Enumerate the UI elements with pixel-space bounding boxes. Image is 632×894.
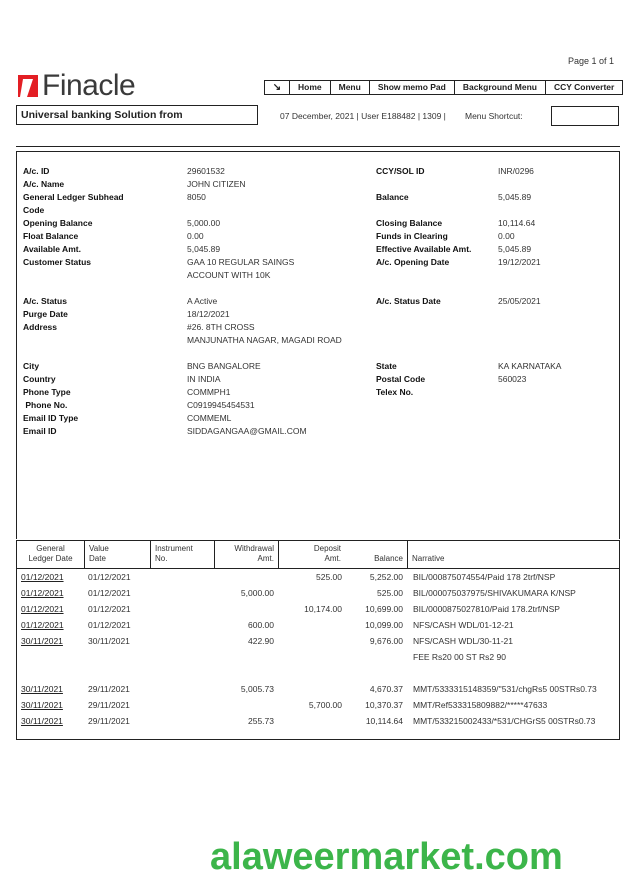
cell-deposit-amt: 5,700.00 — [308, 700, 342, 710]
cell-narrative: BIL/000875074554/Paid 178 2trf/NSP — [413, 572, 556, 582]
label-ac-name: A/c. Name — [23, 179, 65, 189]
label-opening-balance: Opening Balance — [23, 218, 93, 228]
cell-withdrawal-amt: 422.90 — [248, 636, 274, 646]
cell-withdrawal-amt: 5,005.73 — [240, 684, 274, 694]
top-navbar — [264, 80, 623, 95]
brand-tagline: Universal banking Solution from — [16, 105, 258, 125]
cell-value-date: 01/12/2021 — [88, 604, 131, 614]
cell-narrative: BIL/0000875027810/Paid 178.2trf/NSP — [413, 604, 560, 614]
value-phone-type: COMMPH1 — [187, 387, 231, 397]
label-purge-date: Purge Date — [23, 309, 68, 319]
cell-narrative: MMT/Ref533315809882/*****47633 — [413, 700, 548, 710]
menu-shortcut-input[interactable] — [551, 106, 619, 126]
cell-narrative: MMT/533215002433/*531/CHGrS5 00STRs0.73 — [413, 716, 596, 726]
col-header-narrative-line1 — [412, 544, 615, 554]
cell-balance: 10,370.37 — [365, 700, 403, 710]
header-divider — [16, 146, 620, 147]
cell-narrative: NFS/CASH WDL/30-11-21 — [413, 636, 513, 646]
value-state: KA KARNATAKA — [498, 361, 562, 371]
label-ac-status: A/c. Status — [23, 296, 67, 306]
menu-shortcut-label: Menu Shortcut: — [465, 111, 523, 121]
cell-value-date: 01/12/2021 — [88, 572, 131, 582]
cell-balance: 4,670.37 — [369, 684, 403, 694]
cell-balance: 525.00 — [377, 588, 403, 598]
value-email-id: SIDDAGANGAA@GMAIL.COM — [187, 426, 307, 436]
value-purge-date: 18/12/2021 — [187, 309, 230, 319]
cell-value-date: 30/11/2021 — [88, 636, 130, 646]
value-email-id-type: COMMEML — [187, 413, 232, 423]
value-ac-status: A Active — [187, 296, 218, 306]
label-gl-subhead-code: Code — [23, 205, 45, 215]
header-row-divider — [17, 568, 619, 569]
col-header-balance-line2: Balance — [374, 554, 403, 563]
label-ac-opening-date: A/c. Opening Date — [376, 257, 450, 267]
cell-gl-date[interactable]: 30/11/2021 — [21, 636, 63, 646]
value-ccy-sol-id: INR/0296 — [498, 166, 534, 176]
col-header-gl-date-line2: Ledger Date — [28, 554, 73, 563]
label-phone-type: Phone Type — [23, 387, 71, 397]
cell-withdrawal-amt: 255.73 — [248, 716, 274, 726]
label-phone-no: Phone No. — [23, 400, 68, 410]
nav-show-memo-pad-button[interactable]: Show memo Pad — [369, 81, 454, 94]
col-header-instrument-line2: No. — [155, 554, 168, 563]
cell-balance: 9,676.00 — [369, 636, 403, 646]
arrow-down-right-icon[interactable]: ↘ — [272, 82, 282, 93]
cell-deposit-amt: 525.00 — [316, 572, 342, 582]
value-customer-status: GAA 10 REGULAR SAINGS — [187, 257, 295, 267]
label-ccy-sol-id: CCY/SOL ID — [376, 166, 425, 176]
label-email-id-type: Email ID Type — [23, 413, 79, 423]
value-postal-code: 560023 — [498, 374, 527, 384]
nav-menu-button[interactable]: Menu — [330, 81, 369, 94]
cell-withdrawal-amt: 600.00 — [248, 620, 274, 630]
label-country: Country — [23, 374, 56, 384]
cell-gl-date[interactable]: 01/12/2021 — [21, 588, 64, 598]
cell-narrative-line2: FEE Rs20 00 ST Rs2 90 — [413, 652, 506, 662]
finacle-logo-icon — [18, 75, 38, 97]
value-address-line2: MANJUNATHA NAGAR, MAGADI ROAD — [187, 335, 342, 345]
watermark-text: alaweermarket.com — [210, 836, 563, 878]
label-postal-code: Postal Code — [376, 374, 426, 384]
col-header-deposit-amt — [278, 541, 345, 568]
col-header-value-date-line2: Date — [89, 554, 106, 563]
nav-home-button[interactable]: Home — [289, 81, 330, 94]
label-closing-balance: Closing Balance — [376, 218, 443, 228]
value-city: BNG BANGALORE — [187, 361, 261, 371]
label-funds-in-clearing: Funds in Clearing — [376, 231, 448, 241]
value-opening-balance: 5,000.00 — [187, 218, 221, 228]
col-header-instrument-line1: Instrument — [155, 544, 193, 553]
value-ac-opening-date: 19/12/2021 — [498, 257, 541, 267]
cell-narrative: NFS/CASH WDL/01-12-21 — [413, 620, 514, 630]
value-customer-status-line2: ACCOUNT WITH 10K — [187, 270, 271, 280]
label-email-id: Email ID — [23, 426, 57, 436]
cell-gl-date[interactable]: 30/11/2021 — [21, 684, 63, 694]
value-float-balance: 0.00 — [187, 231, 204, 241]
col-header-narrative — [407, 541, 619, 568]
value-closing-balance: 10,114.64 — [498, 218, 536, 228]
col-header-deposit-line1: Deposit — [313, 544, 341, 553]
col-header-withdrawal-line2: Amt. — [257, 554, 274, 563]
cell-gl-date[interactable]: 01/12/2021 — [21, 620, 64, 630]
value-effective-available-amt: 5,045.89 — [498, 244, 532, 254]
col-header-balance — [345, 541, 407, 568]
col-header-deposit-line2: Amt. — [324, 554, 341, 563]
label-effective-available-amt: Effective Available Amt. — [376, 244, 472, 254]
session-info: 07 December, 2021 | User E188482 | 1309 | — [280, 111, 446, 121]
cell-balance: 5,252.00 — [369, 572, 403, 582]
cell-gl-date[interactable]: 30/11/2021 — [21, 716, 63, 726]
cell-balance: 10,114.64 — [365, 716, 403, 726]
label-float-balance: Float Balance — [23, 231, 79, 241]
transactions-table — [16, 540, 620, 740]
value-country: IN INDIA — [187, 374, 221, 384]
col-header-narrative-line2: Narrative — [412, 554, 445, 563]
col-header-value-date — [84, 541, 150, 568]
value-balance: 5,045.89 — [498, 192, 532, 202]
cell-withdrawal-amt: 5,000.00 — [240, 588, 274, 598]
label-ac-status-date: A/c. Status Date — [376, 296, 441, 306]
col-header-withdrawal-amt — [214, 541, 278, 568]
cell-value-date: 01/12/2021 — [88, 620, 131, 630]
col-header-instrument-no — [150, 541, 214, 568]
col-header-balance-line1 — [349, 544, 403, 554]
cell-balance: 10,699.00 — [365, 604, 403, 614]
col-header-withdrawal-line1: Withdrawal — [234, 544, 274, 553]
cell-balance: 10,099.00 — [365, 620, 403, 630]
account-details-panel — [16, 151, 620, 539]
value-ac-id: 29601532 — [187, 166, 225, 176]
cell-value-date: 01/12/2021 — [88, 588, 131, 598]
cell-narrative: BIL/000075037975/SHIVAKUMARA K/NSP — [413, 588, 576, 598]
value-address: #26. 8TH CROSS — [187, 322, 255, 332]
cell-gl-date[interactable]: 01/12/2021 — [21, 572, 64, 582]
value-ac-name: JOHN CITIZEN — [187, 179, 246, 189]
label-customer-status: Customer Status — [23, 257, 92, 267]
cell-gl-date[interactable]: 01/12/2021 — [21, 604, 64, 614]
value-ac-status-date: 25/05/2021 — [498, 296, 541, 306]
value-gl-subhead: 8050 — [187, 192, 206, 202]
cell-value-date: 29/11/2021 — [88, 700, 130, 710]
value-phone-no: C0919945454531 — [187, 400, 255, 410]
nav-background-menu-button[interactable]: Background Menu — [454, 81, 545, 94]
cell-gl-date[interactable]: 30/11/2021 — [21, 700, 63, 710]
cell-value-date: 29/11/2021 — [88, 684, 130, 694]
col-header-value-date-line1: Value — [89, 544, 109, 553]
brand-name: Finacle — [42, 69, 136, 102]
value-funds-in-clearing: 0.00 — [498, 231, 515, 241]
cell-narrative: MMT/5333315148359/''531/chgRs5 00STRs0.73 — [413, 684, 597, 694]
label-city: City — [23, 361, 40, 371]
label-balance: Balance — [376, 192, 409, 202]
nav-ccy-converter-button[interactable]: CCY Converter — [545, 81, 622, 94]
col-header-gl-date-line1: General — [36, 544, 65, 553]
label-address: Address — [23, 322, 58, 332]
label-telex-no: Telex No. — [376, 387, 414, 397]
label-state: State — [376, 361, 397, 371]
finacle-logo — [18, 69, 136, 102]
cell-deposit-amt: 10,174.00 — [304, 604, 342, 614]
value-available-amt: 5,045.89 — [187, 244, 221, 254]
label-gl-subhead: General Ledger Subhead — [23, 192, 124, 202]
label-ac-id: A/c. ID — [23, 166, 50, 176]
page-indicator: Page 1 of 1 — [567, 56, 614, 66]
cell-value-date: 29/11/2021 — [88, 716, 130, 726]
label-available-amt: Available Amt. — [23, 244, 81, 254]
col-header-gl-date — [17, 541, 84, 568]
